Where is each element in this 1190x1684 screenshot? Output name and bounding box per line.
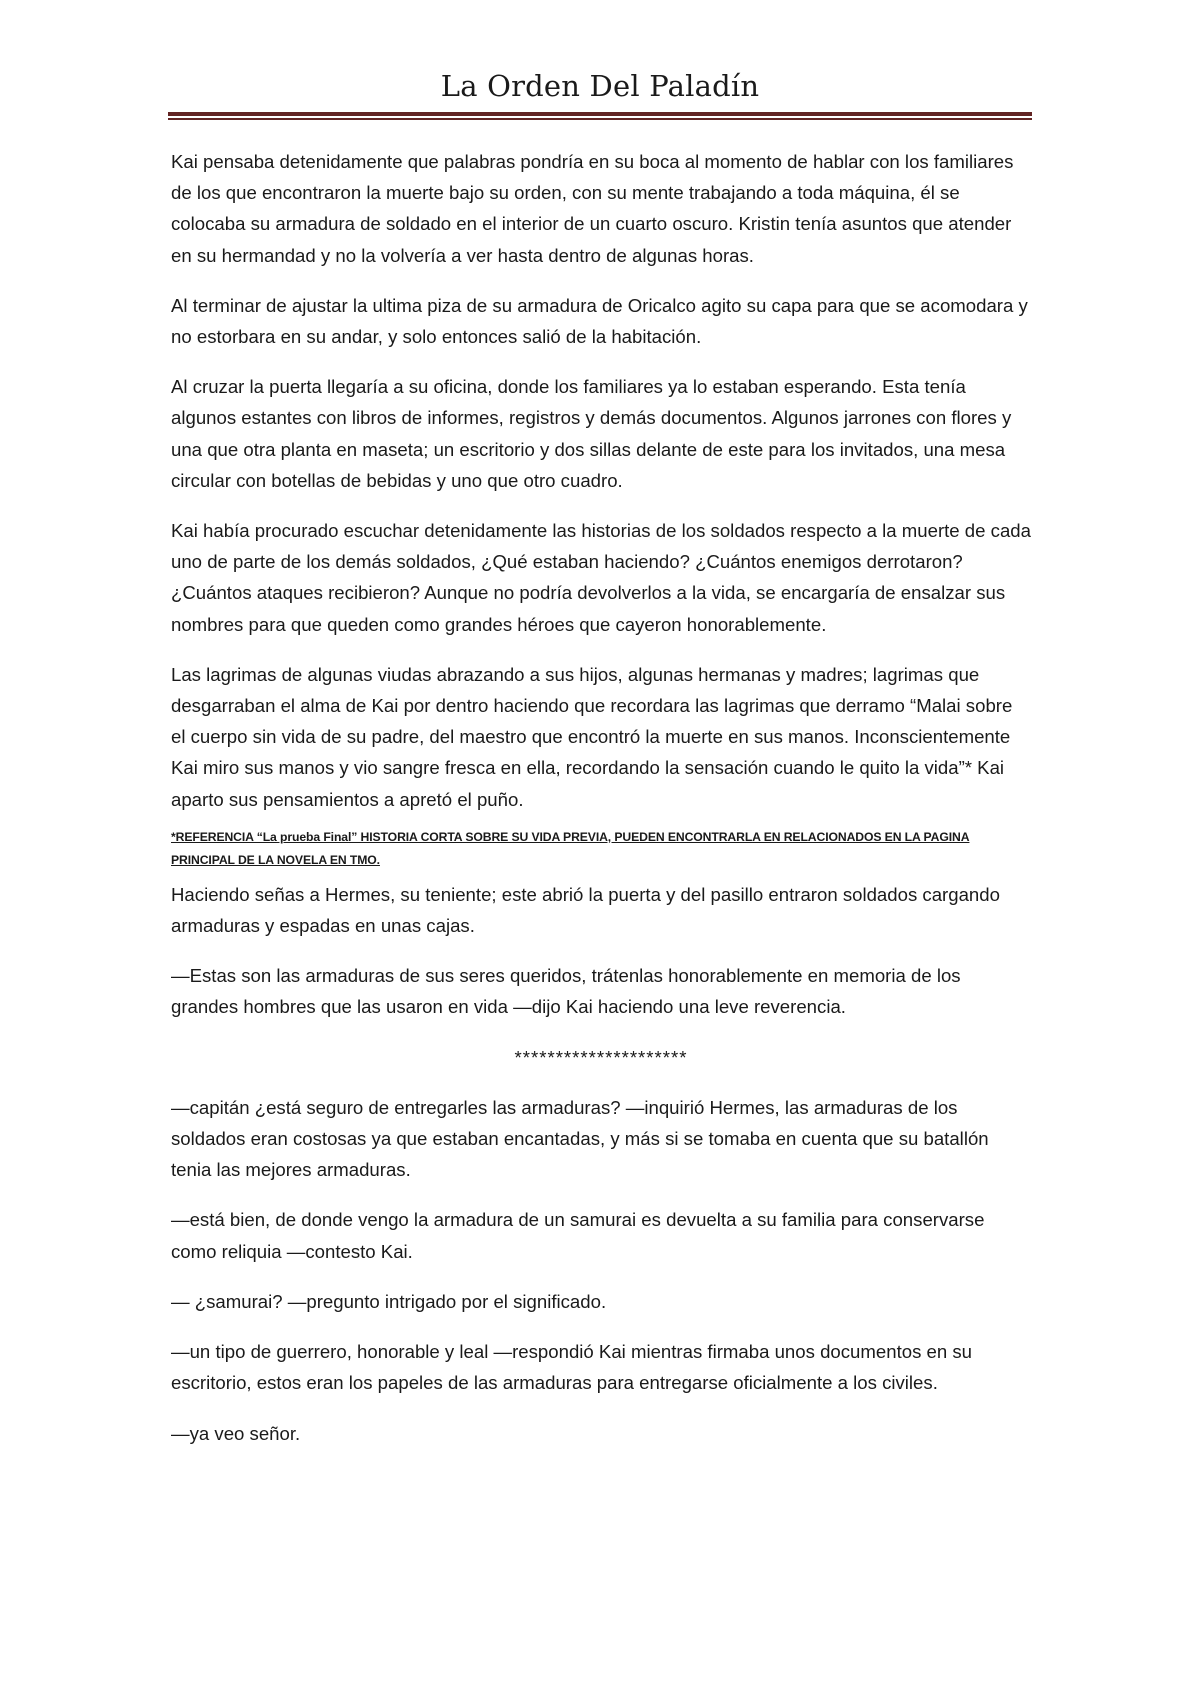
paragraph-7: —Estas son las armaduras de sus seres queridos, trátenlas honorablemente en memoria de los grandes hombres que las usaron en vida —dijo Kai haciendo una leve reverencia.: [171, 965, 961, 1018]
paragraph-8: —capitán ¿está seguro de entregarles las armaduras? —inquirió Hermes, las armaduras de los soldados eran costosas ya que estaban encantadas, y más si se tomaba en cuenta que su batallón tenia las mejores armaduras.: [171, 1096, 989, 1181]
paragraph-12: —ya veo señor.: [171, 1422, 301, 1444]
reference-footnote: *REFERENCIA “La prueba Final” HISTORIA CORTA SOBRE SU VIDA PREVIA, PUEDEN ENCONTRARLA EN RELACIONADOS EN LA PAGINA PRINCIPAL DE LA NOVELA EN TMO.: [171, 829, 970, 867]
page-title: La Orden Del Paladín: [440, 69, 760, 103]
header-divider-thick-line: [168, 112, 1032, 116]
paragraph-1: Kai pensaba detenidamente que palabras pondría en su boca al momento de hablar con los familiares de los que encontraron la muerte bajo su orden, con su mente trabajando a toda máquina, él se colocaba su armadura de soldado en el interior de un cuarto oscuro. Kristin tenía asuntos que atender en su hermandad y no la volvería a ver hasta dentro de algunas horas.: [171, 151, 1014, 266]
paragraph-11: —un tipo de guerrero, honorable y leal —respondió Kai mientras firmaba unos documentos en su escritorio, estos eran los papeles de las armaduras para entregarse oficialmente a los civiles.: [171, 1341, 973, 1394]
paragraph-4: Kai había procurado escuchar detenidamente las historias de los soldados respecto a la muerte de cada uno de parte de los demás soldados, ¿Qué estaban haciendo? ¿Cuántos enemigos derrotaron? ¿Cuántos ataques recibieron? Aunque no podría devolverlos a la vida, se encargaría de ensalzar sus nombres para que queden como grandes héroes que cayeron honorablemente.: [171, 520, 1031, 635]
header-divider-thin-line: [168, 118, 1032, 120]
paragraph-3: Al cruzar la puerta llegaría a su oficina, donde los familiares ya lo estaban esperando. Esta tenía algunos estantes con libros de informes, registros y demás documentos. Algunos jarrones con flores y una que otra planta en maseta; un escritorio y dos sillas delante de este para los invitados, una mesa circular con botellas de bebidas y uno que otro cuadro.: [171, 376, 1012, 491]
document-body: [171, 146, 1031, 1468]
paragraph-6: Haciendo señas a Hermes, su teniente; este abrió la puerta y del pasillo entraron soldados cargando armaduras y espadas en unas cajas.: [171, 883, 1000, 937]
paragraph-9: —está bien, de donde vengo la armadura de un samurai es devuelta a su familia para conservarse como reliquia —contesto Kai.: [171, 1209, 985, 1262]
paragraph-10: — ¿samurai? —pregunto intrigado por el significado.: [171, 1290, 607, 1312]
header-divider: [168, 112, 1032, 120]
paragraph-2: Al terminar de ajustar la ultima piza de su armadura de Oricalco agito su capa para que se acomodara y no estorbara en su andar, y solo entonces salió de la habitación.: [171, 294, 1028, 348]
paragraph-5: Las lagrimas de algunas viudas abrazando a sus hijos, algunas hermanas y madres; lagrimas que desgarraban el alma de Kai por dentro haciendo que recordara las lagrimas que derramo “Malai sobre el cuerpo sin vida de su padre, del maestro que encontró la muerte en sus manos. Inconscientemente Kai miro sus manos y vio sangre fresca en ella, recordando la sensación cuando le quito la vida”* Kai aparto sus pensamientos a apretó el puño.: [171, 663, 1013, 810]
scene-separator: *********************: [514, 1046, 688, 1068]
page-header: [168, 66, 1032, 106]
